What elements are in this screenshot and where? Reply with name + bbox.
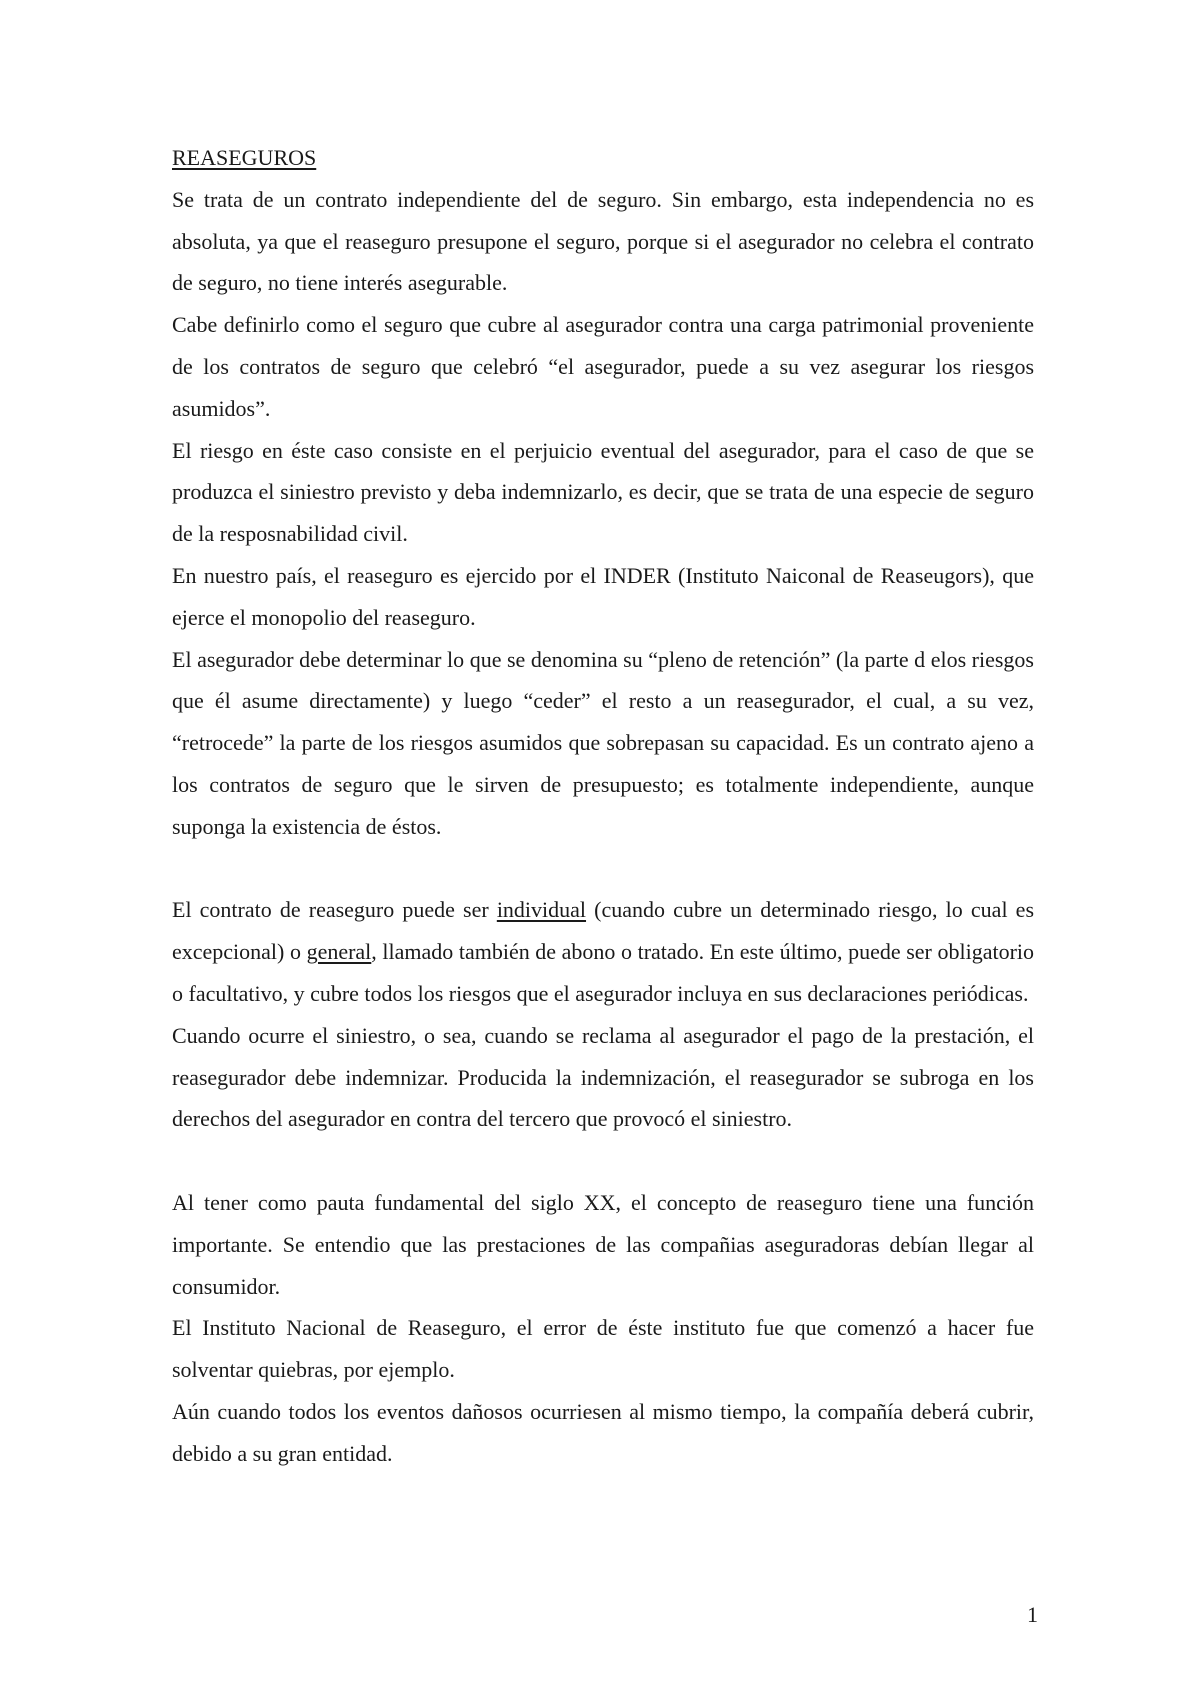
paragraph-riesgo: El riesgo en éste caso consiste en el perjuicio eventual del asegurador, para el caso de que se produzca el siniestro previsto y deba indemnizarlo, es decir, que se trata de una especie de seguro de la resposnabilidad civil.: [172, 437, 1034, 547]
contract-text-part: , llamado también de abono o tratado. En este último, puede ser obligatorio o facultativo, y cubre todos los riesgos que el asegurador incluya en sus declaraciones periódicas.: [172, 939, 1035, 1006]
paragraph-pleno-retencion: El asegurador debe determinar lo que se denomina su “pleno de retención” (la parte d elos riesgos que él asume directamente) y luego “ceder” el resto a un reasegurador, el cual, a su vez, “retrocede” la parte de los riesgos asumidos que sobrepasan su capacidad. Es un contrato ajeno a los contratos de seguro que le sirven de presupuesto; es totalmente independiente, aunque suponga la existencia de éstos.: [172, 646, 1034, 839]
paragraph-inder: En nuestro país, el reaseguro es ejercido por el INDER (Instituto Naiconal de Reaseugors), que ejerce el monopolio del reaseguro.: [172, 562, 1034, 630]
paragraph-siglo-xx: Al tener como pauta fundamental del siglo XX, el concepto de reaseguro tiene una función importante. Se entendio que las prestaciones de las compañias aseguradoras debían llegar al consumidor.: [172, 1189, 1034, 1299]
paragraph-spacer: [172, 848, 1034, 890]
paragraph-spacer: [172, 1140, 1034, 1182]
paragraph-siniestro: Cuando ocurre el siniestro, o sea, cuando se reclama al asegurador el pago de la prestación, el reasegurador debe indemnizar. Producida la indemnización, el reasegurador se subroga en los derechos del asegurador en contra del tercero que provocó el siniestro.: [172, 1022, 1034, 1132]
paragraph-definition: Se trata de un contrato independiente del de seguro. Sin embargo, esta independencia no es absoluta, ya que el reaseguro presupone el seguro, porque si el asegurador no celebra el contrato de seguro, no tiene interés asegurable.: [172, 186, 1034, 296]
paragraph-eventos-danosos: Aún cuando todos los eventos dañosos ocurriesen al mismo tiempo, la compañía deberá cubrir, debido a su gran entidad.: [172, 1398, 1034, 1466]
page-number: 1: [1027, 1602, 1038, 1627]
contract-text-part: (cuando cubre un determinado riesgo, lo cual es excepcional) o: [172, 897, 1034, 965]
document-title: REASEGUROS: [172, 145, 317, 170]
paragraph-contract-types: [172, 889, 1034, 1014]
individual-term: individual: [496, 897, 587, 923]
document-body: [172, 137, 1034, 1475]
general-term: general: [306, 939, 372, 965]
contract-text-part: El contrato de reaseguro puede ser: [172, 897, 497, 923]
paragraph-carga-patrimonial: Cabe definirlo como el seguro que cubre al asegurador contra una carga patrimonial proveniente de los contratos de seguro que celebró “el asegurador, puede a su vez asegurar los riesgos asumidos”.: [172, 312, 1034, 421]
paragraph-instituto-nacional: El Instituto Nacional de Reaseguro, el error de éste instituto fue que comenzó a hacer fue solventar quiebras, por ejemplo.: [172, 1315, 1034, 1383]
